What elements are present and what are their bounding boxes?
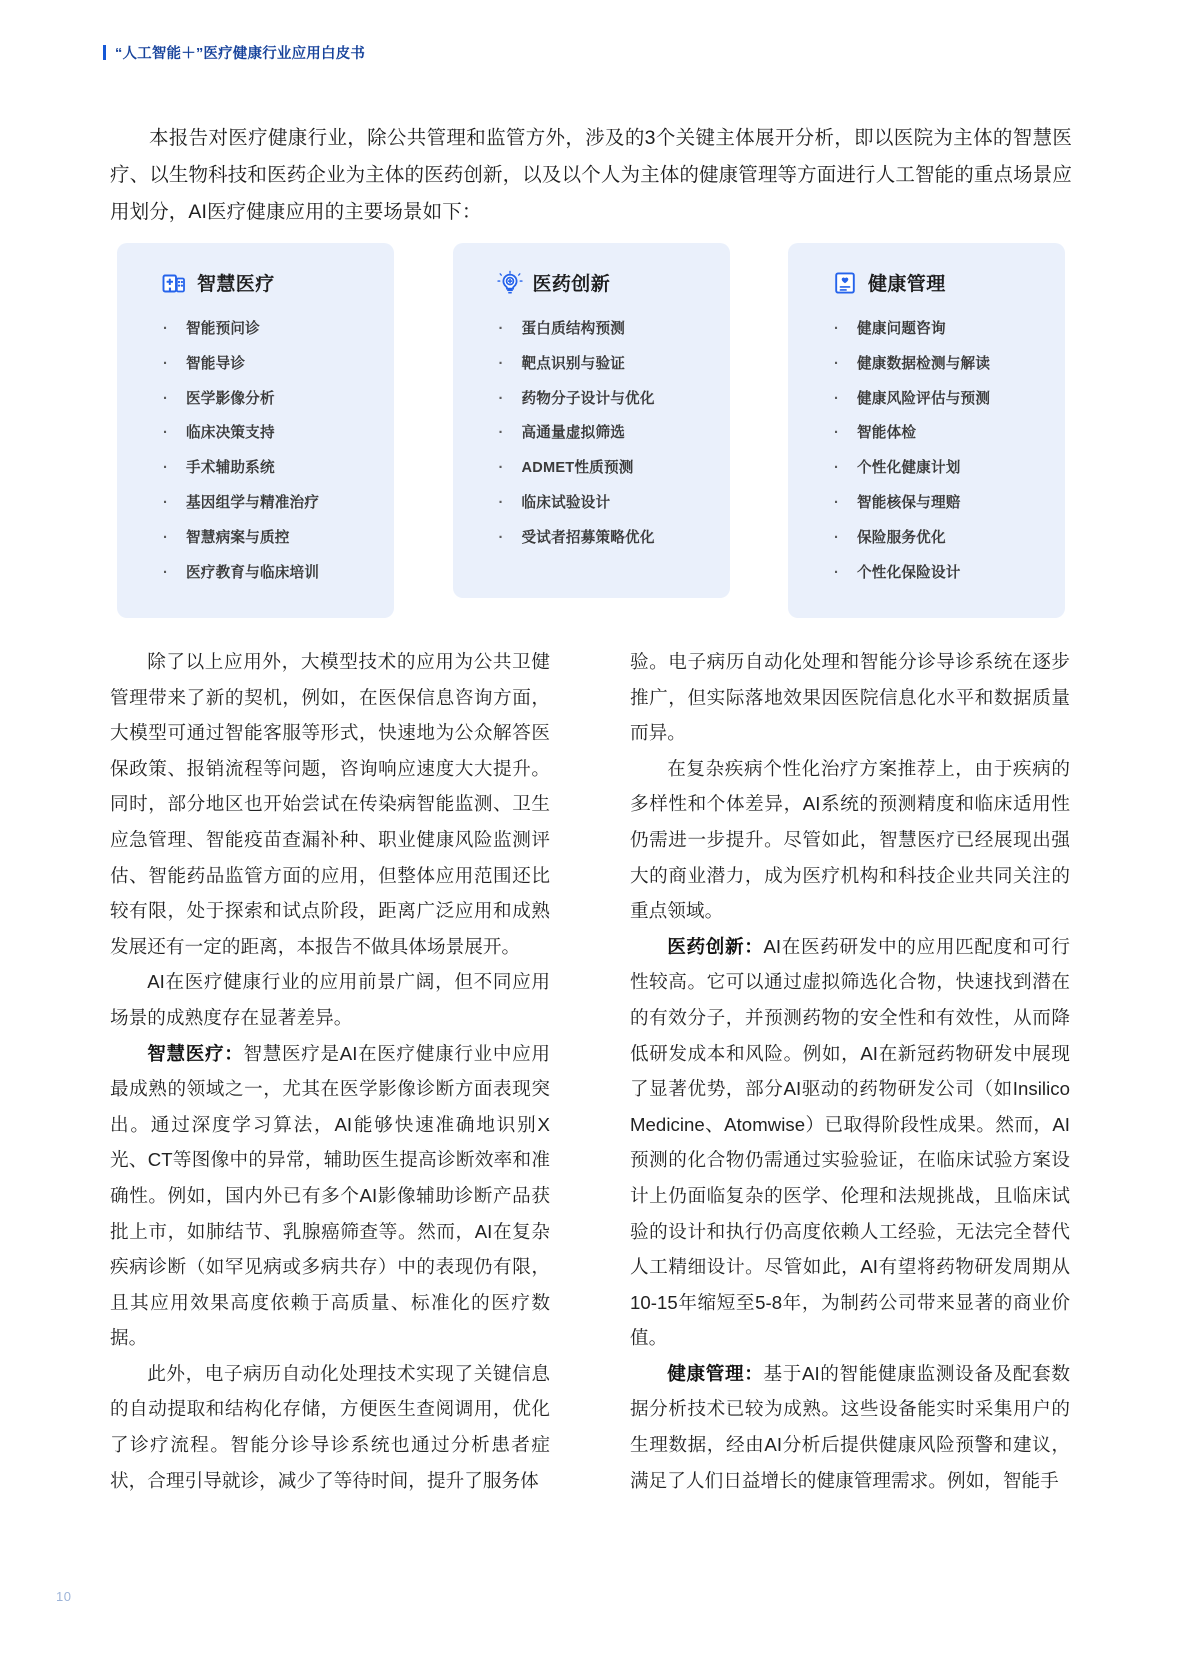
bullet-glyph: ·	[498, 494, 504, 511]
card-pharma-innovation	[453, 243, 730, 598]
bullet-glyph: ·	[834, 460, 840, 477]
bullet-glyph: ·	[498, 529, 504, 546]
list-item	[497, 382, 708, 417]
list-item-label: 智能预问诊	[186, 321, 260, 337]
hospital-building-icon	[161, 270, 187, 296]
paragraph-emr: 此外，电子病历自动化处理技术实现了关键信息的自动提取和结构化存储，方便医生查阅调用，优化了诊疗流程。智能分诊导诊系统也通过分析患者症状，合理引导就诊，减少了等待时间，提升了服务体	[110, 1362, 550, 1491]
list-item-label: ADMET性质预测	[521, 460, 634, 477]
paragraph-text: 智慧医疗是AI在医疗健康行业中应用最成熟的领域之一，尤其在医学影像诊断方面表现突出。通过深度学习算法，AI能够快速准确地识别X光、CT等图像中的异常，辅助医生提高诊断效率和准确性。例如，国内外已有多个AI影像辅助诊断产品获批上市，如肺结节、乳腺癌筛查等。然而，AI在复杂疾病诊断（如罕见病或多病共存）中的表现仍有限，且其应用效果高度依赖于高质量、标准化的医疗数据。	[110, 1042, 550, 1349]
scenario-cards	[117, 243, 1065, 618]
list-item	[497, 416, 708, 451]
list-item-label: 健康问题咨询	[857, 321, 946, 337]
list-item-label: 医学影像分析	[186, 390, 275, 407]
list-item-label: 健康数据检测与解读	[857, 355, 991, 372]
list-item-label: 智能核保与理赔	[857, 494, 961, 511]
list-item	[161, 451, 372, 486]
list-item-label: 高通量虚拟筛选	[521, 425, 626, 442]
card-title: 医药创新	[532, 274, 611, 295]
bullet-glyph: ·	[498, 390, 504, 407]
list-item-label: 智慧病案与质控	[186, 529, 290, 546]
list-item-label: 个性化健康计划	[857, 460, 961, 477]
list-item-label: 基因组学与精准治疗	[186, 494, 320, 511]
list-item-label: 靶点识别与验证	[521, 355, 626, 372]
health-record-heart-icon	[832, 270, 858, 296]
bullet-glyph: ·	[834, 355, 840, 372]
paragraph-personalized-treatment: 在复杂疾病个性化治疗方案推荐上，由于疾病的多样性和个体差异，AI系统的预测精度和临床适用性仍需进一步提升。尽管如此，智慧医疗已经展现出强大的商业潜力，成为医疗机构和科技企业共同关注的重点领域。	[630, 757, 1070, 922]
list-item	[161, 416, 372, 451]
list-item	[497, 486, 708, 521]
list-item-label: 临床试验设计	[521, 494, 611, 511]
bullet-glyph: ·	[163, 321, 169, 337]
body-columns	[110, 644, 1070, 1498]
card-smart-healthcare	[117, 243, 394, 618]
paragraph-health-management	[630, 1356, 1070, 1498]
lightbulb-medical-icon	[497, 270, 523, 296]
card-header	[497, 269, 708, 296]
list-item	[161, 521, 372, 556]
list-item-label: 个性化保险设计	[857, 564, 961, 581]
paragraph-lead-label: 健康管理：	[667, 1362, 764, 1384]
list-item	[832, 347, 1043, 382]
bullet-glyph: ·	[498, 355, 504, 372]
card-header	[832, 269, 1043, 296]
list-item	[161, 312, 372, 347]
list-item-label: 蛋白质结构预测	[521, 321, 626, 337]
bullet-glyph: ·	[163, 390, 169, 407]
bullet-glyph: ·	[834, 321, 840, 337]
list-item-label: 保险服务优化	[857, 529, 946, 546]
left-column	[110, 644, 550, 1498]
list-item	[832, 521, 1043, 556]
bullet-glyph: ·	[163, 494, 169, 511]
list-item	[161, 347, 372, 382]
bullet-glyph: ·	[834, 390, 840, 407]
page-number: 10	[56, 1589, 72, 1604]
list-item	[832, 486, 1043, 521]
bullet-glyph: ·	[163, 564, 169, 581]
card-item-list	[475, 312, 708, 556]
list-item	[497, 347, 708, 382]
right-column	[630, 644, 1070, 1498]
list-item	[161, 486, 372, 521]
bullet-glyph: ·	[498, 321, 504, 337]
list-item	[832, 382, 1043, 417]
list-item-label: 健康风险评估与预测	[857, 390, 991, 407]
list-item	[161, 556, 372, 591]
bullet-glyph: ·	[163, 425, 169, 442]
paragraph-emr-continued: 验。电子病历自动化处理和智能分诊导诊系统在逐步推广，但实际落地效果因医院信息化水平和数据质量而异。	[630, 651, 1070, 744]
list-item	[497, 312, 708, 347]
header-title: “人工智能＋”医疗健康行业应用白皮书	[115, 46, 366, 62]
list-item-label: 智能导诊	[186, 355, 246, 372]
paragraph-smart-healthcare	[110, 1036, 550, 1356]
bullet-glyph: ·	[163, 355, 169, 372]
card-title: 智慧医疗	[197, 274, 275, 295]
paragraph-text: 基于AI的智能健康监测设备及配套数据分析技术已较为成熟。这些设备能实时采集用户的生理数据，经由AI分析后提供健康风险预警和建议，满足了人们日益增长的健康管理需求。例如，智能手	[630, 1362, 1070, 1491]
card-header	[161, 269, 372, 296]
card-item-list	[810, 312, 1043, 590]
list-item-label: 手术辅助系统	[186, 460, 275, 477]
list-item	[832, 556, 1043, 591]
paragraph-lead-label: 医药创新：	[667, 935, 764, 957]
bullet-glyph: ·	[163, 529, 169, 546]
list-item-label: 临床决策支持	[186, 425, 275, 442]
bullet-glyph: ·	[498, 425, 504, 442]
paragraph-pharma-innovation	[630, 929, 1070, 1356]
list-item-label: 受试者招募策略优化	[521, 529, 655, 546]
list-item	[161, 382, 372, 417]
header-accent-rule	[103, 45, 106, 60]
list-item-label: 医疗教育与临床培训	[186, 564, 320, 581]
card-health-management	[788, 243, 1065, 618]
list-item-label: 智能体检	[857, 425, 917, 442]
page-header	[103, 42, 365, 63]
bullet-glyph: ·	[834, 425, 840, 442]
list-item	[497, 451, 708, 486]
intro-paragraph: 本报告对医疗健康行业，除公共管理和监管方外，涉及的3个关键主体展开分析，即以医院为主体的智慧医疗、以生物科技和医药企业为主体的医药创新，以及以个人为主体的健康管理等方面进行人工智能的重点场景应用划分，AI医疗健康应用的主要场景如下：	[110, 126, 1072, 223]
bullet-glyph: ·	[834, 529, 840, 546]
list-item	[497, 521, 708, 556]
bullet-glyph: ·	[834, 564, 840, 581]
paragraph-text: AI在医药研发中的应用匹配度和可行性较高。它可以通过虚拟筛选化合物，快速找到潜在的有效分子，并预测药物的安全性和有效性，从而降低研发成本和风险。例如，AI在新冠药物研发中展现了显著优势，部分AI驱动的药物研发公司（如Insilico Medicine、Atomwise）已取得阶段性成果。然而，AI预测的化合物仍需通过实验验证，在临床试验方案设计上仍面临复杂的医学、伦理和法规挑战，且临床试验的设计和执行仍高度依赖人工经验，无法完全替代人工精细设计。尽管如此，AI有望将药物研发周期从10-15年缩短至5-8年，为制药公司带来显著的商业价值。	[630, 935, 1070, 1349]
paragraph-lead-label: 智慧医疗：	[147, 1042, 244, 1064]
bullet-glyph: ·	[834, 494, 840, 511]
list-item	[832, 416, 1043, 451]
paragraph-public-health: 除了以上应用外，大模型技术的应用为公共卫健管理带来了新的契机，例如，在医保信息咨询方面，大模型可通过智能客服等形式，快速地为公众解答医保政策、报销流程等问题，咨询响应速度大大提升。同时，部分地区也开始尝试在传染病智能监测、卫生应急管理、智能疫苗查漏补种、职业健康风险监测评估、智能药品监管方面的应用，但整体应用范围还比较有限，处于探索和试点阶段，距离广泛应用和成熟发展还有一定的距离，本报告不做具体场景展开。	[110, 651, 550, 957]
paragraph-maturity-gap: AI在医疗健康行业的应用前景广阔，但不同应用场景的成熟度存在显著差异。	[110, 971, 550, 1028]
list-item	[832, 312, 1043, 347]
card-item-list	[139, 312, 372, 590]
list-item-label: 药物分子设计与优化	[521, 390, 655, 407]
bullet-glyph: ·	[498, 460, 504, 477]
list-item	[832, 451, 1043, 486]
card-title: 健康管理	[868, 274, 946, 295]
bullet-glyph: ·	[163, 460, 169, 477]
